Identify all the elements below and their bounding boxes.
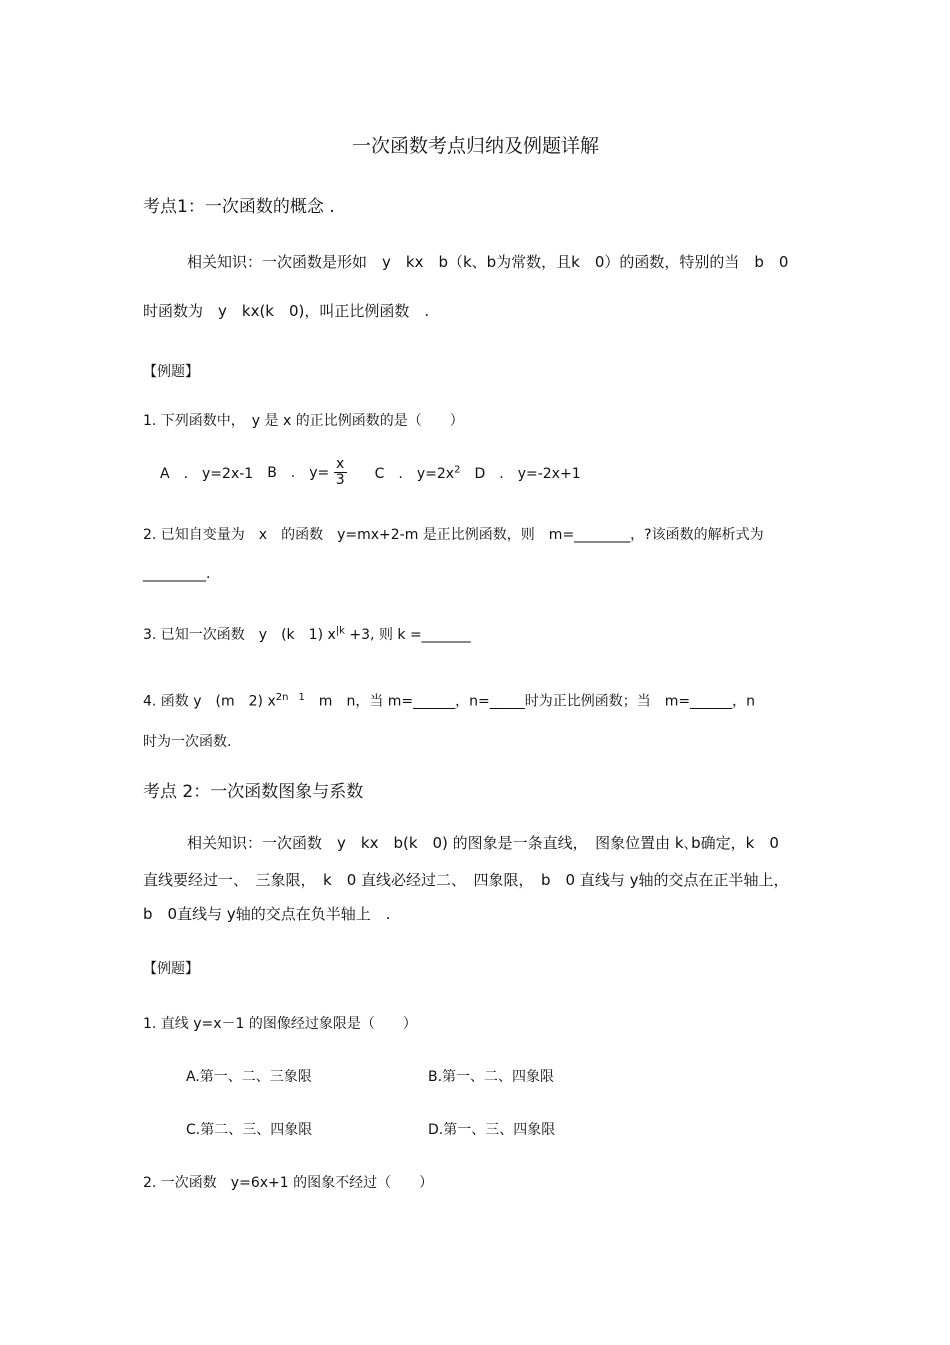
option-a: A . y=2x-1 [160, 465, 254, 482]
option-c-text: C . y=2x [374, 465, 455, 482]
fraction-numerator: x [334, 457, 347, 473]
fraction [334, 457, 347, 489]
question-2-2: 2. 一次函数 y=6x+1 的图象不经过（ ） [143, 1175, 434, 1191]
question-1-4 [143, 688, 755, 711]
question-1-2-blank: _________. [143, 566, 211, 582]
section-heading-1: 考点1：一次函数的概念 . [143, 197, 335, 217]
question-1-4-tail: m n，当 m=______，n=_____时为正比例函数；当 m=______，n [304, 693, 755, 710]
question-1-4-exponent: 2n 1 [275, 692, 305, 703]
question-1-3-exponent: |k [335, 625, 345, 637]
option-c: C.第二、三、四象限 [186, 1122, 313, 1138]
section-heading-2: 考点 2：一次函数图象与系数 [143, 782, 364, 802]
example-label-1: 【例题】 [143, 364, 199, 380]
option-c-exponent: 2 [454, 464, 461, 476]
question-1-1-options [160, 457, 581, 489]
question-1-3-text: 3. 已知一次函数 y (k 1) x [143, 627, 336, 643]
question-2-1: 1. 直线 y=x－1 的图像经过象限是（ ） [143, 1016, 417, 1032]
option-d: D . y=-2x+1 [474, 465, 581, 482]
option-b-prefix: B . y= [267, 464, 330, 481]
question-1-3-tail: +3, 则 k =_______ [344, 627, 471, 643]
question-1-4-line2: 时为一次函数. [143, 734, 232, 750]
knowledge-text-1b: 时函数为 y kx(k 0)，叫正比例函数 . [143, 302, 430, 320]
option-d: D.第一、三、四象限 [428, 1122, 556, 1138]
knowledge-text-2b: 直线要经过一、 三象限， k 0 直线必经过二、 四象限， b 0 直线与 y轴的交点在正半轴上， [143, 871, 789, 889]
option-b: B.第一、二、四象限 [428, 1069, 555, 1085]
option-b [267, 457, 346, 489]
question-1-2: 2. 已知自变量为 x 的函数 y=mx+2-m 是正比例函数，则 m=________，?该函数的解析式为 [143, 527, 764, 543]
option-a: A.第一、二、三象限 [186, 1069, 312, 1085]
question-1-1: 1. 下列函数中， y 是 x 的正比例函数的是（ ） [143, 413, 464, 429]
knowledge-text-1a: 相关知识：一次函数是形如 y kx b（k、b为常数，且k 0）的函数，特别的当 b 0 [187, 253, 789, 271]
option-c [375, 463, 461, 483]
knowledge-text-2a: 相关知识：一次函数 y kx b(k 0) 的图象是一条直线， 图象位置由 k､b确定，k 0 [187, 834, 779, 852]
page-title: 一次函数考点归纳及例题详解 [352, 135, 600, 157]
question-1-3 [143, 624, 471, 644]
fraction-denominator: 3 [335, 472, 345, 489]
question-1-4-text: 4. 函数 y (m 2) x [143, 693, 276, 710]
knowledge-text-2c: b 0直线与 y轴的交点在负半轴上 . [143, 905, 391, 923]
example-label-2: 【例题】 [143, 961, 199, 977]
